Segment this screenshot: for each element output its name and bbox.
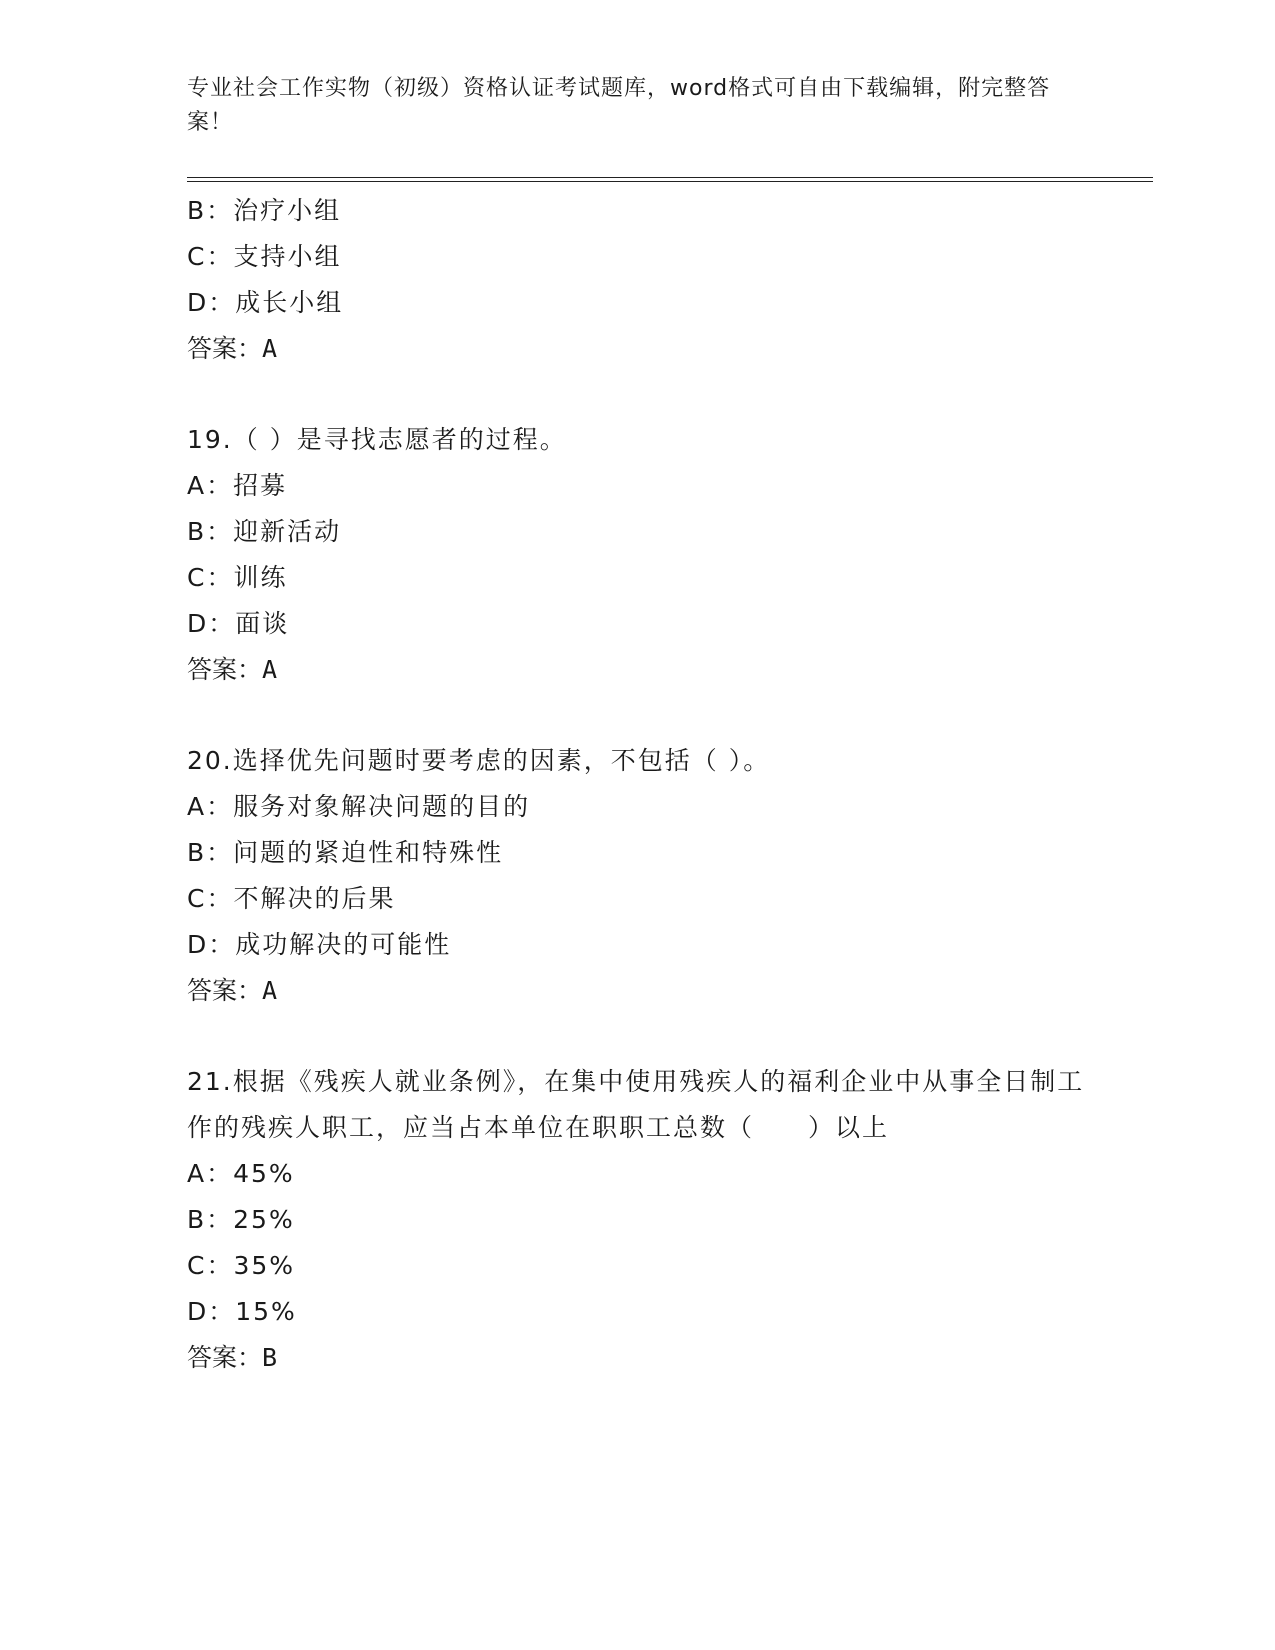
question-stem: 20.选择优先问题时要考虑的因素，不包括（ ）。 xyxy=(187,746,771,775)
option-d: D：成功解决的可能性 xyxy=(187,930,452,959)
question-block xyxy=(187,738,1107,1014)
option-c: C：训练 xyxy=(187,563,288,592)
option-d: D：15% xyxy=(187,1297,297,1326)
option-a: A：招募 xyxy=(187,471,288,500)
option-d: D：成长小组 xyxy=(187,288,344,317)
question-block xyxy=(187,1059,1107,1381)
option-c: C：35% xyxy=(187,1251,296,1280)
option-b: B：治疗小组 xyxy=(187,196,342,225)
answer: 答案：A xyxy=(187,655,278,684)
page-header: 专业社会工作实物（初级）资格认证考试题库，word格式可自由下载编辑，附完整答案！ xyxy=(187,76,1051,135)
option-d: D：面谈 xyxy=(187,609,290,638)
option-b: B：问题的紧迫性和特殊性 xyxy=(187,838,504,867)
question-stem: 19.（ ）是寻找志愿者的过程。 xyxy=(187,425,567,454)
answer: 答案：A xyxy=(187,334,278,363)
answer: 答案：A xyxy=(187,976,278,1005)
header-divider xyxy=(187,177,1153,182)
question-block xyxy=(187,417,1107,693)
option-a: A：服务对象解决问题的目的 xyxy=(187,792,531,821)
answer: 答案：B xyxy=(187,1343,278,1372)
question-list xyxy=(187,188,1107,1381)
option-c: C：不解决的后果 xyxy=(187,884,396,913)
question-stem: 21.根据《残疾人就业条例》，在集中使用残疾人的福利企业中从事全日制工作的残疾人职工，应当占本单位在职职工总数（ ）以上 xyxy=(187,1067,1085,1142)
question-block xyxy=(187,188,1107,372)
option-a: A：45% xyxy=(187,1159,295,1188)
option-b: B：迎新活动 xyxy=(187,517,342,546)
option-c: C：支持小组 xyxy=(187,242,342,271)
option-b: B：25% xyxy=(187,1205,295,1234)
